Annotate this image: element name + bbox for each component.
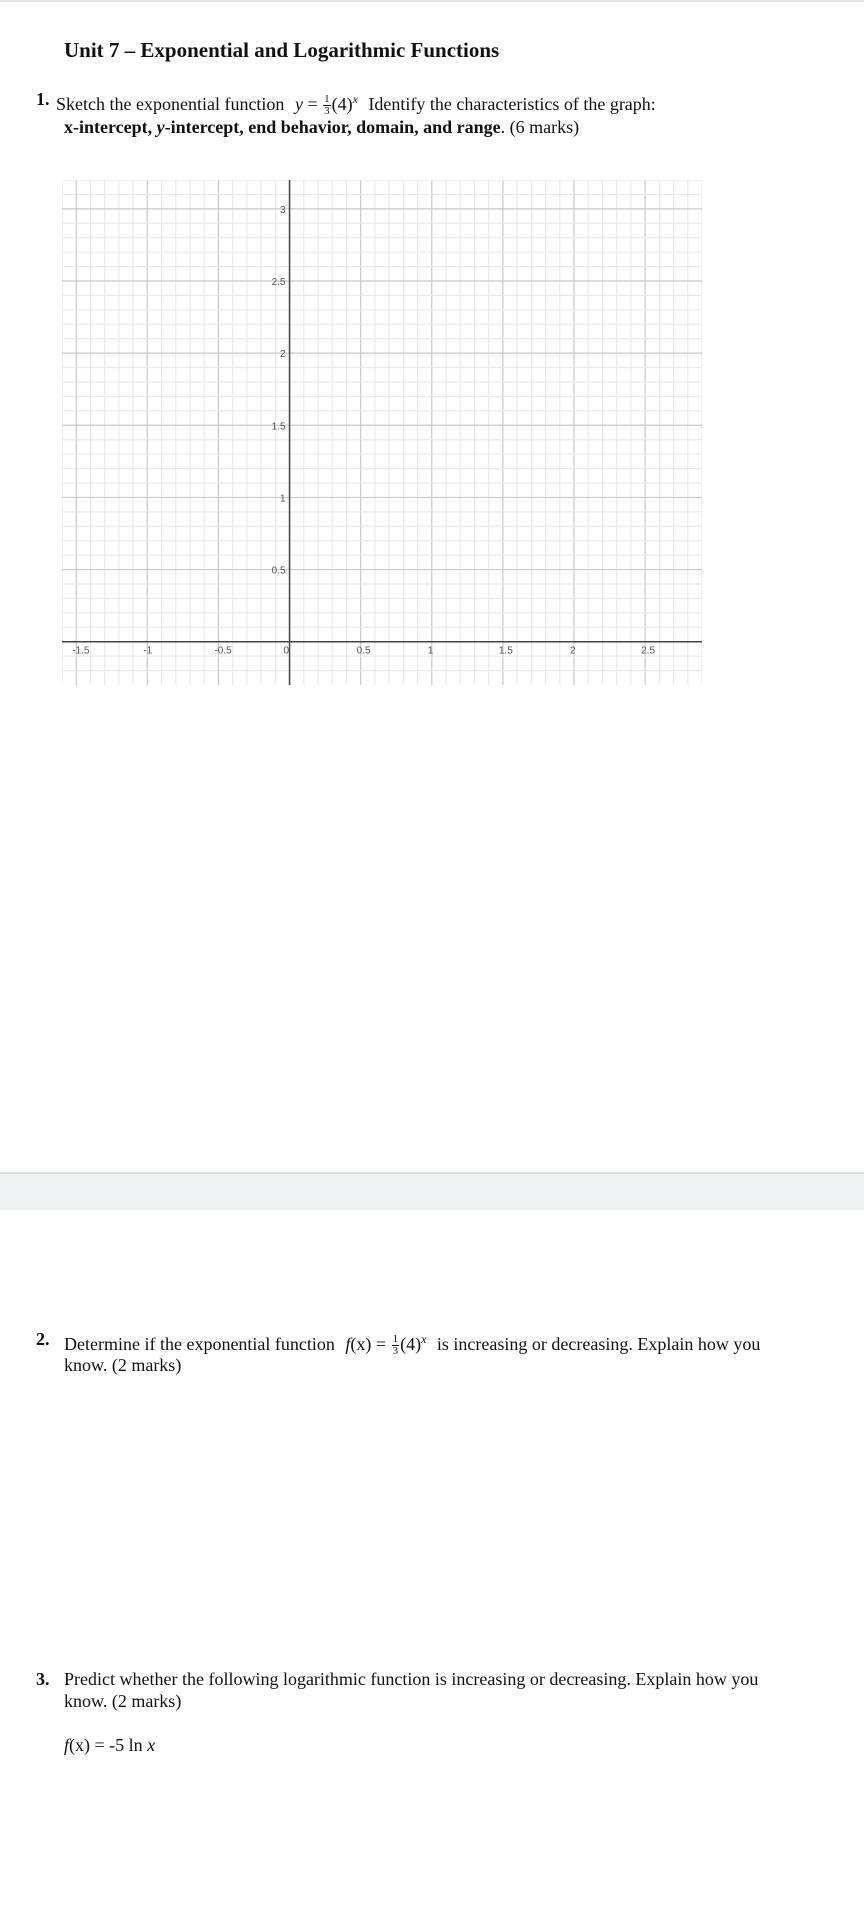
y-tick-label: 3: [279, 204, 286, 216]
question-1-fraction: $\frac{1}{3}$: [324, 93, 330, 118]
worksheet-page-2: [0, 1210, 864, 1920]
x-tick-label: -0.5: [214, 645, 232, 657]
question-2-func: f: [345, 1334, 351, 1354]
x-tick-label: 2.5: [641, 645, 656, 657]
question-2-base: (4): [400, 1334, 422, 1354]
x-tick-label: -1.5: [72, 645, 90, 657]
question-3-func-x: x: [147, 1735, 156, 1755]
question-3-line-1: Predict whether the following logarithmic function is increasing or decreasing. Explain how you: [64, 1669, 759, 1689]
question-2-number: 2.: [36, 1329, 50, 1349]
coordinate-grid: [62, 180, 702, 685]
y-tick-label: 1.5: [271, 421, 286, 433]
y-tick-label: 2: [279, 349, 286, 361]
question-1-marks: . (6 marks): [500, 117, 580, 137]
page-separator: [0, 1172, 864, 1212]
question-3-func-f: f: [64, 1735, 70, 1755]
question-2-equals: =: [375, 1334, 387, 1354]
question-1-y-var: y: [294, 94, 303, 114]
question-3-number: 3.: [36, 1669, 50, 1689]
question-1-prompt-end: Identify the characteristics of the graph:: [368, 94, 656, 114]
question-1-line-2: [64, 114, 579, 140]
question-2-prompt-end: is increasing or decreasing. Explain how you: [436, 1334, 761, 1354]
y-tick-label: 2.5: [271, 277, 286, 288]
question-1-prompt: Sketch the exponential function: [56, 94, 285, 114]
x-tick-label: 1: [427, 645, 434, 657]
question-1-characteristics-b: -intercept, end behavior, domain, and range: [164, 117, 501, 137]
y-tick-label: 0.5: [271, 565, 286, 577]
question-2-prompt: Determine if the exponential function: [64, 1334, 335, 1354]
question-3-line-2: know. (2 marks): [64, 1691, 182, 1711]
question-1-characteristics-a: x-intercept,: [64, 117, 157, 137]
question-1-number: 1.: [36, 89, 50, 109]
question-1-exponent: x: [352, 92, 358, 106]
question-2-line-2: know. (2 marks): [64, 1355, 182, 1375]
question-2-fraction: $\frac{1}{3}$: [392, 1333, 399, 1358]
question-2-exponent: x: [421, 1332, 427, 1346]
worksheet-title: Unit 7 – Exponential and Logarithmic Functions: [64, 38, 500, 62]
y-tick-label: 1: [279, 493, 286, 505]
x-tick-label: 1.5: [498, 645, 513, 657]
question-2-arg: (x): [350, 1334, 372, 1354]
x-tick-label: 2: [570, 645, 576, 657]
question-1-line-1: [56, 86, 656, 117]
x-tick-label: 0: [283, 645, 290, 657]
question-3-function: [64, 1732, 155, 1758]
x-tick-label: -1: [143, 645, 153, 657]
question-3-func-rest: (x) = -5 ln: [69, 1735, 148, 1755]
question-1-equals: =: [307, 94, 318, 114]
question-1-characteristics-y: y: [156, 117, 165, 137]
question-1-base: (4): [331, 94, 353, 114]
x-tick-label: 0.5: [356, 645, 371, 657]
